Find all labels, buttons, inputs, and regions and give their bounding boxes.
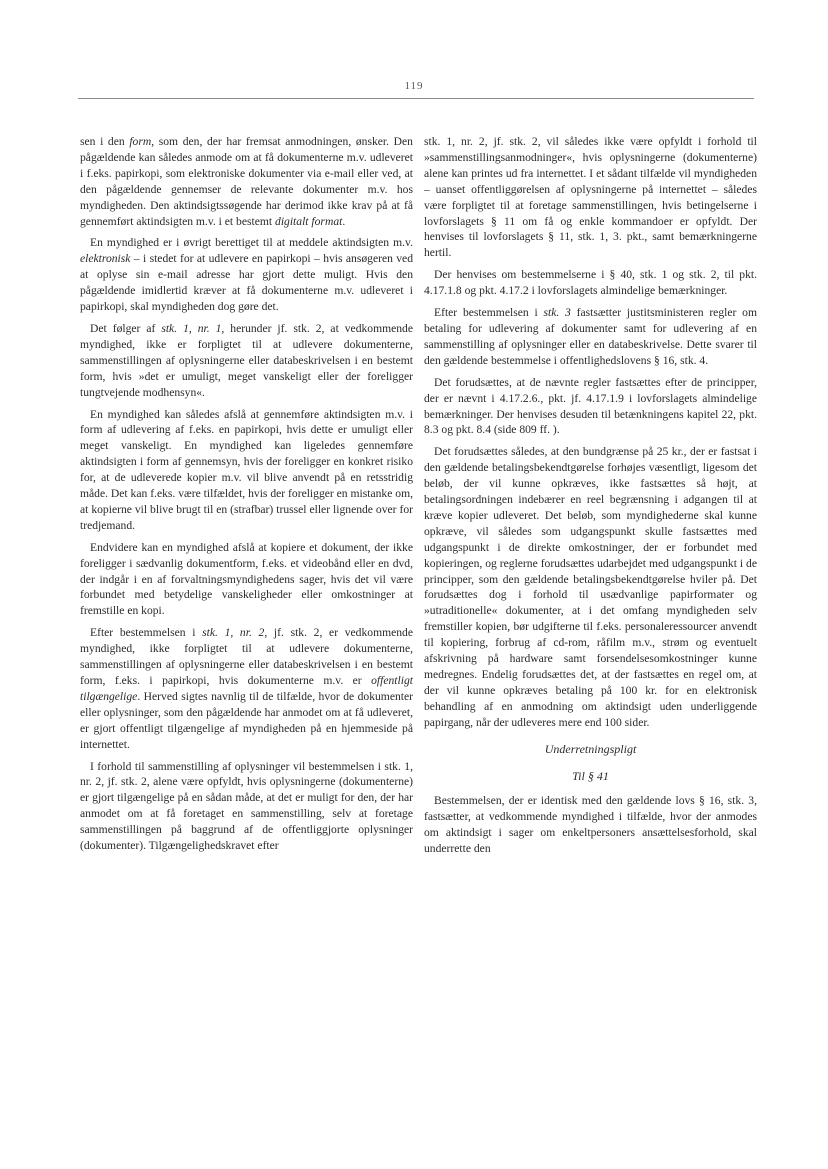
italic-text: stk. 1, nr. 2: [202, 626, 265, 640]
paragraph: Bestemmelsen, der er identisk med den gældende lovs § 16, stk. 3, fastsætter, at vedkommende myndighed i tilfælde, hvor der anmodes om aktindsigt i sager om enkeltpersoners ansættelsesforhold, skal underrette den: [424, 794, 757, 856]
paragraph: Det følger af stk. 1, nr. 1, herunder jf. stk. 2, at vedkommende myndighed, ikke er forpligtet til at udlevere dokumenterne, sammenstillingen af oplysningerne eller databeskrivelsen i en bestemt form, hvis »det er umuligt, meget vanskeligt eller der foreligger tungtvejende modhensyn«.: [80, 321, 414, 399]
italic-text: offentligt tilgængelige: [80, 674, 413, 703]
section-subheading: Til § 41: [572, 768, 609, 783]
right-column: [424, 134, 757, 863]
paragraph: I forhold til sammenstilling af oplysninger vil bestemmelsen i stk. 1, nr. 2, jf. stk. 2, alene være opfyldt, hvis oplysningerne (dokumenterne) er gjort tilgængelige på en sådan måde, at det er muligt for den, der har anmodet om at få foretaget en sammenstilling, selv at foretage sammenstillingen på baggrund af de offentliggjorte oplysninger (dokumenter). Tilgængelighedskravet efter: [80, 759, 413, 853]
italic-text: elektronisk: [80, 252, 131, 266]
page-number: 119: [404, 80, 424, 92]
paragraph: stk. 1, nr. 2, jf. stk. 2, vil således ikke være opfyldt i forhold til »sammenstillingsanmodninger«, hvis oplysningerne (dokumenterne) alene kan printes ud fra internettet. I et sådant tilfælde vil myndigheden – uanset offentliggørelsen af oplysningerne på internettet – således være forpligtet til at foretage sammenstillingen, hvis betingelserne i lovforslagets § 11 om få og enkle kommandoer er opfyldt. Der henvises til lovforslagets § 11, stk. 1, 3. pkt., samt bemærkningerne hertil.: [424, 135, 757, 260]
italic-text: stk. 1, nr. 1: [161, 321, 222, 335]
paragraph: Det forudsættes, at de nævnte regler fastsættes efter de principper, der er nævnt i 4.17.2.6., pkt. jf. 4.17.1.9 i lovforslagets almindelige bemærkninger. Der henvises desuden til betænkningens kapitel 22, pkt. 8.3 og pkt. 8.4 (side 809 ff. ).: [424, 375, 757, 437]
paragraph: Efter bestemmelsen i stk. 3 fastsætter justitsministeren regler om betaling for udlevering af dokumenter samt for udlevering af en sammenstilling af oplysninger eller en databeskrivelse. Dette svarer til den gældende bestemmelse i offentlighedslovens § 16, stk. 4.: [424, 306, 757, 367]
italic-text: digitalt format: [275, 214, 343, 228]
italic-text: form: [129, 135, 152, 148]
section-heading: Underretningspligt: [544, 741, 637, 756]
paragraph: En myndighed kan således afslå at gennemføre aktindsigten m.v. i form af udlevering af f.eks. en papirkopi, hvis dette er umuligt eller meget vanskeligt. En myndighed kan ligeledes gennemføre aktindsigten i form af gennemsyn, hvis der foreligger en konkret risiko for, at de udleverede kopier m.v. vil blive anvendt på en retsstridig måde. Det kan f.eks. være tilfældet, hvis der foreligger en mistanke om, at kopierne vil blive brugt til en (strafbar) trussel eller lignende over for tredjemand.: [80, 407, 413, 532]
paragraph: En myndighed er i øvrigt berettiget til at meddele aktindsigten m.v. elektronisk – i stedet for at udlevere en papirkopi – hvis ansøgeren ved at oplyse sin e-mail adresse har gjort dette muligt. Hvis den pågældende imidlertid kræver at få dokumenterne m.v. udleveret i papirkopi, skal myndigheden dog gøre det.: [80, 236, 413, 314]
paragraph: Der henvises om bestemmelserne i § 40, stk. 1 og stk. 2, til pkt. 4.17.1.8 og pkt. 4.17.2 i lovforslagets almindelige bemærkninger.: [424, 268, 757, 298]
header-rule: [78, 98, 754, 99]
left-column: [80, 134, 413, 860]
paragraph: Det forudsættes således, at den bundgrænse på 25 kr., der er fastsat i den gældende betalingsbekendtgørelse forhøjes væsentligt, ligesom det beløb, der vil kunne opkræves, ikke fastsættes så højt, at betalingsordningen indebærer en reel begrænsning i adgangen til at kræve kopier udleveret. Det beløb, som myndighederne skal kunne opkræve, vil således som udgangspunkt skulle fastsættes med udgangspunkt i de direkte omkostninger, der er forbundet med kopieringen, og reglerne forudsættes udarbejdet med udgangspunkt i de principper, som den gældende betalingsbekendtgørelse hviler på. Det forudsættes dog i forhold til usædvanlige papirformater og »utraditionelle« dokumenter, at i det omfang myndigheden selv fremstiller kopien, bør udgifterne til f.eks. personaleressourcer anvendt til kopiering, forbrug af cd-rom, råfilm m.v., strøm og eventuelt afskrivning på hardware samt forsendelsesomkostninger kunne medregnes. Endelig forudsættes det, at der fastsættes en regel om, at der vil kunne opkræves betaling på 100 kr. for en elektronisk behandling af en anmodning om aktindsigt uden underliggende papirgang, når der udleveres mere end 100 sider.: [424, 445, 757, 729]
italic-text: stk. 3: [543, 306, 571, 320]
paragraph: Endvidere kan en myndighed afslå at kopiere et dokument, der ikke foreligger i sædvanlig dokumentform, f.eks. et videobånd eller en dvd, der indgår i en af forvaltningsmyndighedens sager, hvis det vil være forbundet med betydelige vanskeligheder eller omkostninger at fremstille en kopi.: [80, 540, 413, 618]
paragraph: Efter bestemmelsen i stk. 1, nr. 2, jf. stk. 2, er vedkommende myndighed, ikke forpligtet til at udlevere dokumenterne, sammenstillingen af oplysningerne eller databeskrivelsen i en bestemt form, f.eks. i papirkopi, hvis dokumenterne m.v. er offentligt tilgængelige. Herved sigtes navnlig til de tilfælde, hvor de dokumenter eller oplysninger, som den pågældende har anmodet om at få udleveret, er gjort offentligt tilgængelige af myndigheden på en hjemmeside på internettet.: [80, 626, 413, 751]
paragraph: sen i den form, som den, der har fremsat anmodningen, ønsker. Den pågældende kan således anmode om at få dokumenterne m.v. udleveret i f.eks. papirkopi, som elektroniske dokumenter via e-mail eller ved, at den pågældende gennemser de relevante dokumenter m.v. hos myndigheden. Den aktindsigtssøgende har derimod ikke krav på at få gennemført aktindsigten m.v. i et bestemt digitalt format.: [80, 135, 413, 228]
